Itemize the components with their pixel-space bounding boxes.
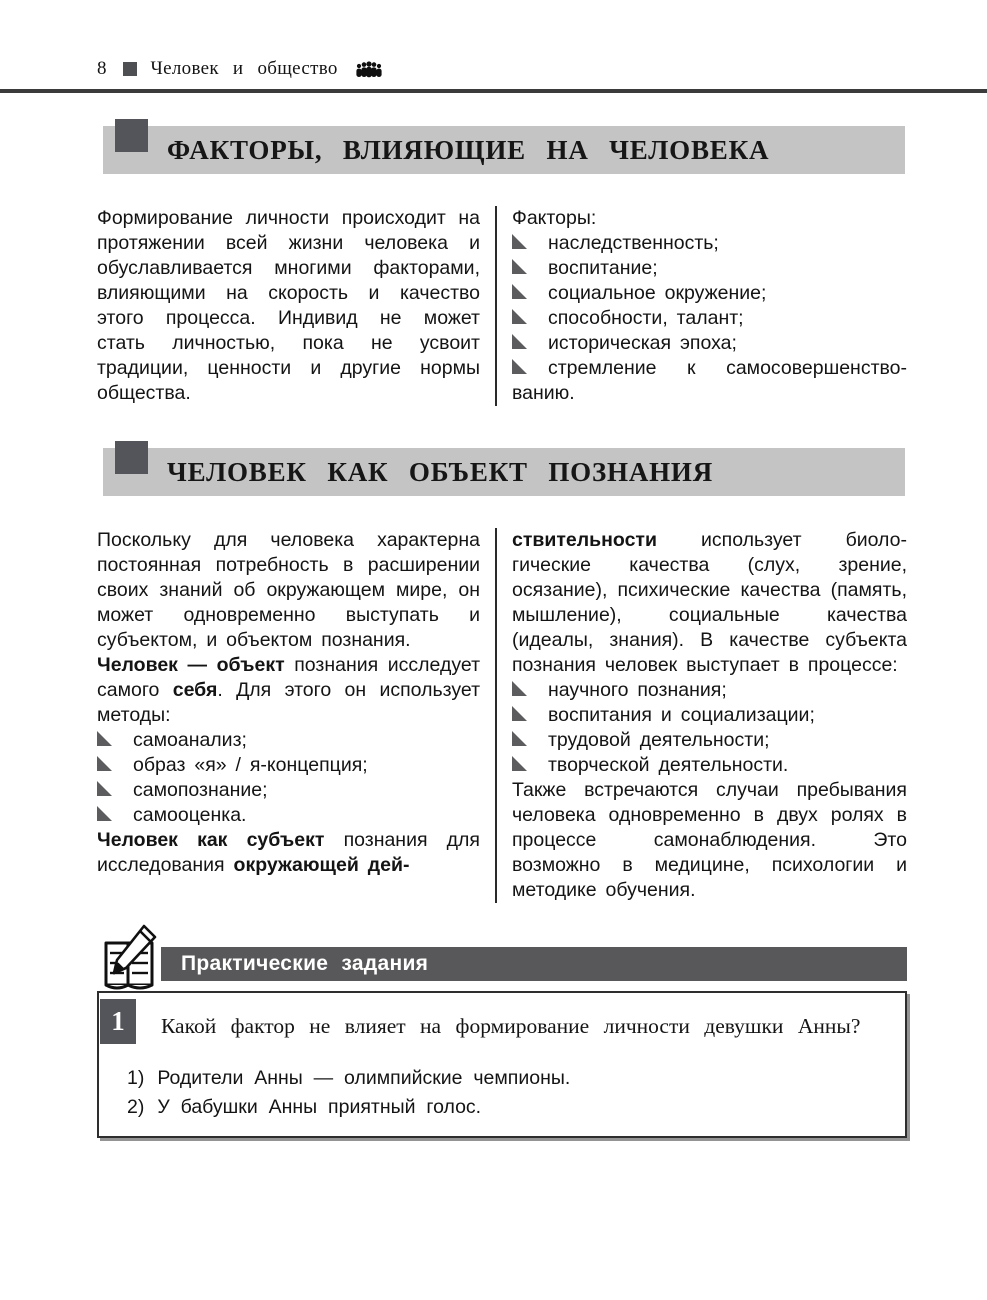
option-number: 2) bbox=[127, 1096, 145, 1118]
list-item-text: воспитание; bbox=[548, 257, 658, 279]
two-column-block bbox=[97, 206, 907, 406]
list-item-text: историческая эпоха; bbox=[548, 332, 737, 354]
left-column bbox=[97, 528, 480, 903]
left-column bbox=[97, 206, 480, 406]
text-run: . Для этого он использует методы: bbox=[97, 679, 480, 726]
bold-run: себя bbox=[172, 679, 218, 701]
column-divider bbox=[495, 206, 497, 406]
task-number-badge: 1 bbox=[100, 999, 136, 1044]
section-factors bbox=[0, 126, 987, 406]
list-item bbox=[97, 753, 480, 778]
paragraph: Формирование личности происходит на протяжении всей жизни человека и обуславливается многими факторами, влияющими на скорость и качество этого процесса. Индивид не может стать личностью, пока не усвоит традиции, ценности и другие нормы общества. bbox=[97, 207, 480, 404]
triangle-bullet-icon bbox=[512, 259, 527, 274]
triangle-bullet-icon bbox=[512, 284, 527, 299]
task-options bbox=[127, 1064, 875, 1122]
paragraph: Поскольку для человека характерна постоянная потребность в расширении своих знаний об окружающем мире, он может одновременно выступать и субъектом, и объектом познания. bbox=[97, 529, 480, 651]
text-run: познания исследует самого bbox=[97, 654, 480, 701]
triangle-bullet-icon bbox=[512, 234, 527, 249]
practice-bar: Практические задания bbox=[155, 947, 907, 981]
triangle-bullet-icon bbox=[97, 806, 112, 821]
section-object-of-cognition bbox=[0, 448, 987, 903]
column-divider bbox=[495, 528, 497, 903]
list-item bbox=[512, 256, 907, 281]
list-item bbox=[512, 703, 907, 728]
right-column bbox=[512, 528, 907, 903]
list-item-text: творческой деятельности. bbox=[548, 754, 789, 776]
list-item bbox=[512, 728, 907, 753]
bold-run: Человек — объект bbox=[97, 654, 285, 676]
task-option bbox=[127, 1064, 875, 1093]
section-accent-square bbox=[115, 119, 148, 152]
option-number: 1) bbox=[127, 1067, 145, 1089]
list-item bbox=[512, 306, 907, 331]
bold-run: ствительности bbox=[512, 529, 657, 551]
list-item bbox=[512, 281, 907, 306]
page-header bbox=[97, 58, 987, 80]
bullet-list bbox=[512, 231, 907, 406]
list-item bbox=[97, 728, 480, 753]
practice-section bbox=[97, 947, 907, 1138]
task-question: Какой фактор не влияет на формирование личности девушки Анны? bbox=[161, 1014, 861, 1038]
section-title: ЧЕЛОВЕК КАК ОБЪЕКТ ПОЗНАНИЯ bbox=[167, 457, 714, 487]
triangle-bullet-icon bbox=[512, 309, 527, 324]
text-run: познания для исследования bbox=[97, 829, 480, 876]
list-item-text: трудовой деятельности; bbox=[548, 729, 770, 751]
list-item-text: воспитания и социализации; bbox=[548, 704, 815, 726]
notebook-pencil-icon bbox=[99, 923, 161, 995]
triangle-bullet-icon bbox=[512, 334, 527, 349]
triangle-bullet-icon bbox=[512, 731, 527, 746]
list-item bbox=[512, 356, 907, 406]
triangle-bullet-icon bbox=[512, 756, 527, 771]
list-item bbox=[512, 331, 907, 356]
list-item bbox=[97, 778, 480, 803]
option-text: У бабушки Анны приятный голос. bbox=[157, 1096, 482, 1118]
section-title-bar bbox=[103, 448, 905, 496]
list-item-text: самоанализ; bbox=[133, 729, 247, 751]
list-item-text: наследственность; bbox=[548, 232, 719, 254]
list-item bbox=[97, 803, 480, 828]
paragraph: Также встречаются случаи пребывания человека одновременно в двух ролях в процессе самонаблюдения. Это возможно в медицине, психологии и методике обучения. bbox=[512, 779, 907, 901]
header-square-marker bbox=[123, 62, 137, 76]
list-item-text: образ «я» / я-концепция; bbox=[133, 754, 368, 776]
list-item-text: самооценка. bbox=[133, 804, 247, 826]
section-title-bar bbox=[103, 126, 905, 174]
triangle-bullet-icon bbox=[512, 706, 527, 721]
paragraph bbox=[512, 528, 907, 678]
text-run: использует биологические качества (слух, зрение, осязание), психические качества (память, мышление), социальные качества (идеалы, знания). В качестве субъекта познания человек выступает в процессе: bbox=[512, 529, 907, 676]
list-item-text: самопознание; bbox=[133, 779, 268, 801]
list-item bbox=[512, 753, 907, 778]
two-column-block bbox=[97, 528, 907, 903]
task-box bbox=[97, 991, 907, 1138]
bullet-list bbox=[512, 678, 907, 778]
right-column bbox=[512, 206, 907, 406]
task-option bbox=[127, 1093, 875, 1122]
triangle-bullet-icon bbox=[512, 359, 527, 374]
list-intro: Факторы: bbox=[512, 207, 597, 229]
paragraph bbox=[97, 828, 480, 878]
triangle-bullet-icon bbox=[97, 756, 112, 771]
section-title: ФАКТОРЫ, ВЛИЯЮЩИЕ НА ЧЕЛОВЕКА bbox=[167, 135, 770, 165]
bold-run: окружающей дей- bbox=[233, 854, 410, 876]
paragraph bbox=[97, 653, 480, 728]
option-text: Родители Анны — олимпийские чемпионы. bbox=[157, 1067, 571, 1089]
triangle-bullet-icon bbox=[512, 681, 527, 696]
list-item bbox=[512, 678, 907, 703]
list-item-text: стремление к самосовершенствованию. bbox=[512, 357, 907, 404]
list-item-text: способности, талант; bbox=[548, 307, 744, 329]
list-item bbox=[512, 231, 907, 256]
bold-run: Человек как субъект bbox=[97, 829, 325, 851]
list-item-text: социальное окружение; bbox=[548, 282, 767, 304]
bullet-list bbox=[97, 728, 480, 828]
section-accent-square bbox=[115, 441, 148, 474]
triangle-bullet-icon bbox=[97, 731, 112, 746]
crowd-icon bbox=[354, 60, 384, 78]
triangle-bullet-icon bbox=[97, 781, 112, 796]
header-rule bbox=[0, 89, 987, 93]
list-item-text: научного познания; bbox=[548, 679, 727, 701]
page-number: 8 bbox=[97, 58, 107, 79]
header-title: Человек и общество bbox=[150, 58, 338, 79]
